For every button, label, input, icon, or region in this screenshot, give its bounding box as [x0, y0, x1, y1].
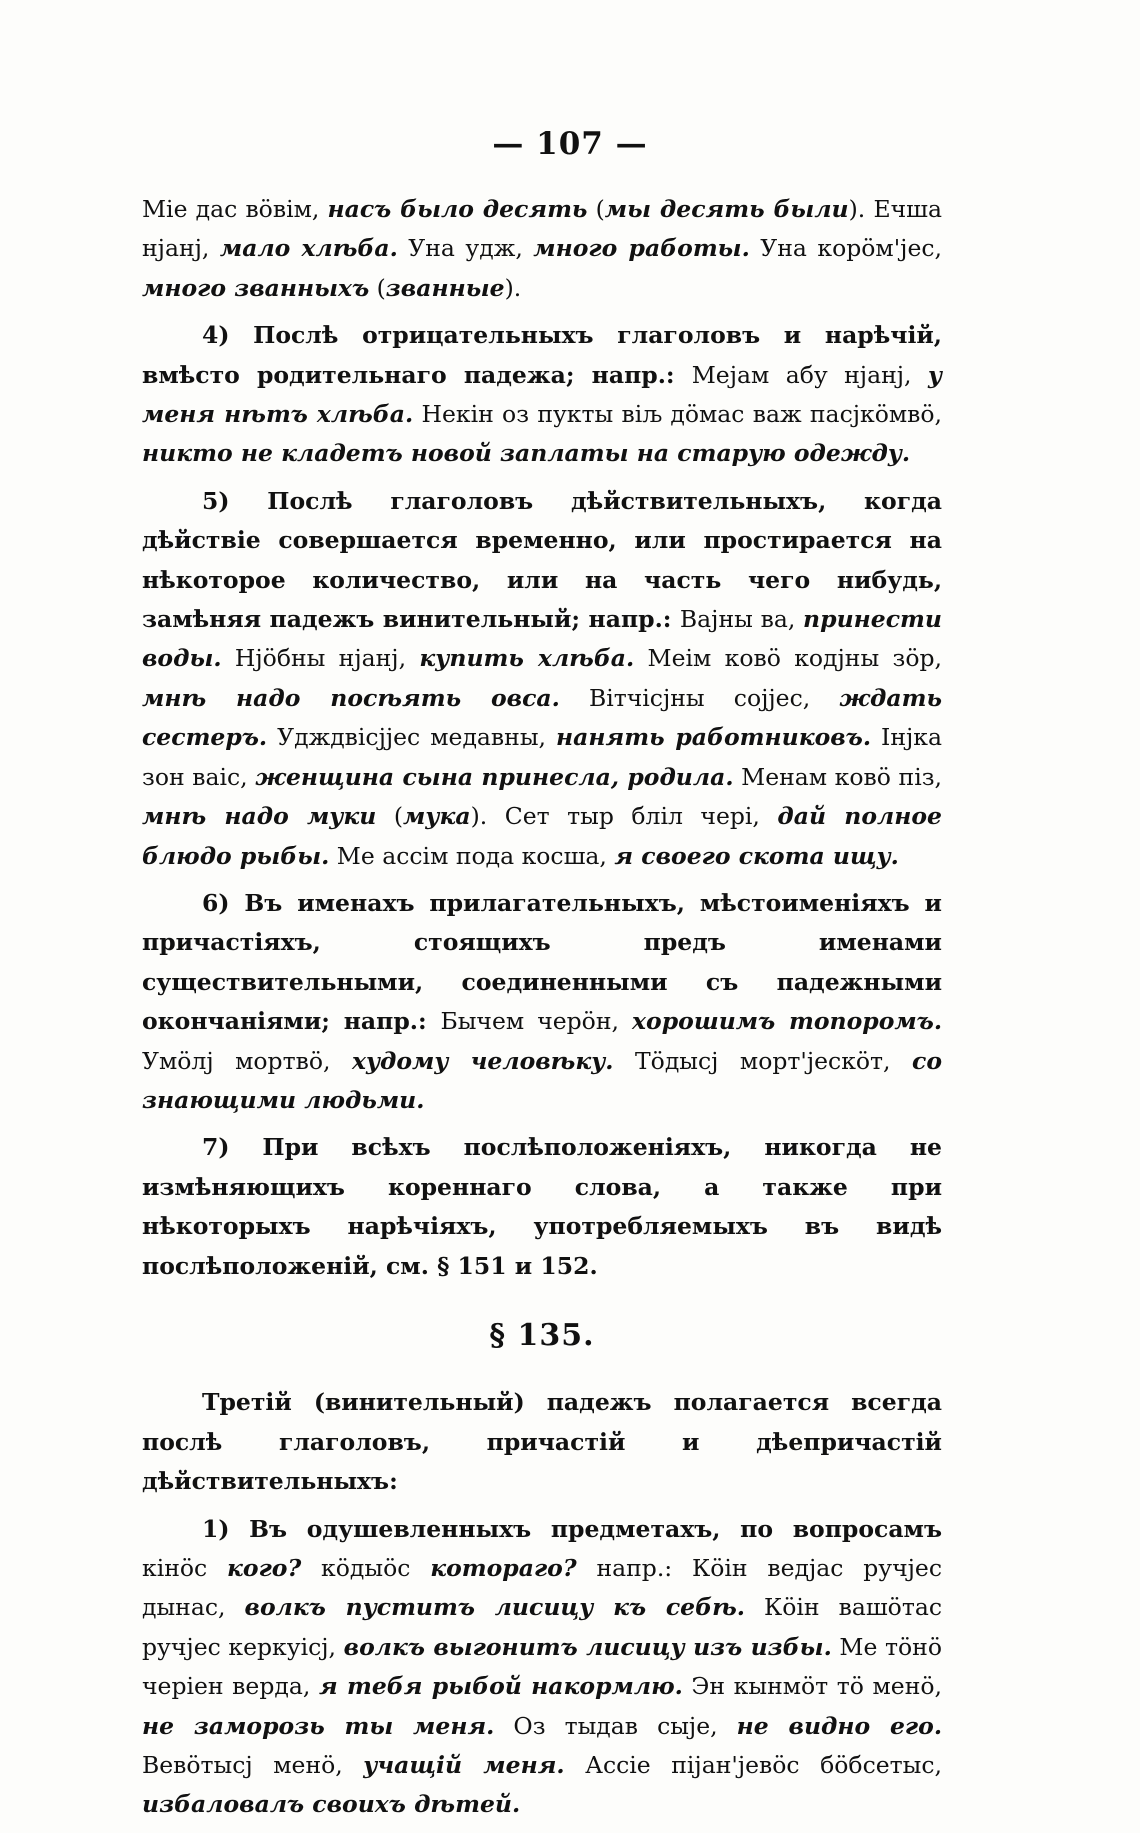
russian-translation: званные: [385, 273, 505, 302]
komi-example: ). Сет тыр бліл черi,: [470, 802, 778, 831]
komi-example: Уна удж,: [397, 234, 534, 263]
komi-example: Эн кынмöт тö менö,: [682, 1672, 942, 1701]
russian-translation: принести воды.: [142, 605, 942, 673]
komi-example: Оз тыдав сыје,: [494, 1711, 737, 1740]
russian-translation: со знающими людьми.: [142, 1046, 943, 1114]
komi-example: Ме тöнö черіен верда,: [142, 1632, 942, 1701]
komi-example: Тöдысј морт'јескöт,: [613, 1046, 913, 1075]
russian-translation: избаловалъ своихъ дѣтей.: [142, 1790, 521, 1819]
paragraph-intro: [142, 1383, 942, 1501]
komi-example: Мејам абу нјанј,: [691, 360, 928, 389]
page-number: — 107 —: [492, 126, 648, 162]
russian-translation: ждать сестеръ.: [142, 683, 942, 752]
paragraph-item-5: [142, 482, 942, 876]
russian-translation: нанять работниковъ.: [556, 723, 872, 752]
paragraph-item-7: [142, 1128, 942, 1286]
rule-text: 1) Въ одушевленныхъ предметахъ, по вопросамъ: [202, 1514, 942, 1543]
rule-text: 5) Послѣ глаголовъ дѣйствительныхъ, когда дѣйствіе совершается временно, или простирается на нѣкоторое количество, или на часть чего нибудь, замѣняя падежъ винительный; напр.:: [142, 486, 942, 634]
komi-example: Вевöтысј менö,: [142, 1751, 364, 1780]
russian-translation: кого?: [227, 1554, 302, 1582]
komi-example: кöдыöс: [301, 1554, 431, 1582]
komi-example: Бычем черöн,: [440, 1007, 633, 1036]
russian-translation: худому человѣку.: [351, 1046, 614, 1075]
komi-example: Інјка зон ваіс,: [142, 723, 942, 791]
komi-example: Ме ассім пода косша,: [329, 841, 615, 870]
russian-translation: хорошимъ топоромъ.: [632, 1007, 943, 1036]
komi-example: ).: [504, 273, 522, 302]
russian-translation: много званныхъ: [142, 273, 370, 302]
komi-example: Вајны ва,: [679, 605, 804, 634]
russian-translation: женщина сына принесла, родила.: [255, 762, 734, 791]
komi-example: напр.: Кöін ведјас ручјес дынас,: [142, 1554, 942, 1622]
russian-translation: мало хлѣба.: [219, 234, 398, 263]
russian-translation: у меня нѣтъ хлѣба.: [142, 360, 942, 429]
russian-translation: я своего скота ищу.: [614, 841, 899, 870]
komi-example: Удждвісјјес медавны,: [267, 723, 557, 752]
russian-translation: мы десять были: [604, 195, 849, 223]
komi-example: Вітчісјны сојјес,: [559, 683, 840, 712]
russian-translation: мнѣ надо муки: [142, 802, 377, 831]
page-body: [142, 190, 942, 1833]
komi-example: Меім ковö кодјны зöр,: [634, 644, 942, 673]
komi-example: Некін оз пукты віљ дöмас важ пасјкöмвö,: [413, 400, 942, 429]
komi-example: (: [587, 195, 605, 223]
rule-text: Третій (винительный) падежъ полагается всегда послѣ глаголовъ, причастій и дѣепричастій дѣйствительныхъ:: [142, 1388, 942, 1496]
komi-example: (: [369, 273, 386, 302]
komi-example: Ассіе піјан'јевöс бöбсетыс,: [564, 1751, 942, 1780]
paragraph-item-4: [142, 316, 942, 474]
russian-translation: мука: [403, 802, 471, 831]
russian-translation: не видно его.: [736, 1711, 943, 1740]
komi-example: Умöлј мортвö,: [142, 1046, 352, 1075]
russian-translation: волкъ пуститъ лисицу къ себѣ.: [244, 1593, 745, 1622]
russian-translation: купить хлѣба.: [419, 644, 635, 673]
komi-example: кінöс: [142, 1554, 227, 1582]
paragraph-item-1: [142, 1510, 942, 1825]
russian-translation: учащій меня.: [363, 1751, 565, 1780]
paragraph-item-6: [142, 884, 942, 1120]
russian-translation: не заморозь ты меня.: [142, 1711, 495, 1740]
russian-translation: котораго?: [430, 1554, 577, 1582]
rule-text: 4) Послѣ отрицательныхъ глаголовъ и нарѣчій, вмѣсто родительнаго падежа; напр.:: [142, 321, 942, 389]
russian-translation: я тебя рыбой накормлю.: [318, 1672, 683, 1701]
russian-translation: много работы.: [533, 234, 750, 263]
paragraph-continuation: [142, 190, 942, 308]
russian-translation: никто не кладетъ новой заплаты на старую одежду.: [142, 439, 911, 468]
section-heading: § 135.: [489, 1317, 595, 1353]
komi-example: (: [376, 802, 404, 831]
russian-translation: дай полное блюдо рыбы.: [142, 802, 942, 870]
rule-text: 6) Въ именахъ прилагательныхъ, мѣстоименіяхъ и причастіяхъ, стоящихъ предъ именами существительными, соединенными съ падежными окончаніями; напр.:: [142, 888, 942, 1036]
komi-example: Кöін вашöтас ручјес керкуісј,: [142, 1593, 943, 1661]
komi-example: Нјöбны нјанј,: [221, 644, 420, 673]
komi-example: Менам ковö піз,: [733, 762, 942, 791]
komi-example: Уна коpöм'jес,: [749, 234, 942, 263]
komi-example: ). Ечша нјанј,: [142, 195, 942, 263]
russian-translation: насъ было десять: [327, 195, 588, 223]
rule-text: 7) При всѣхъ послѣположеніяхъ, никогда не измѣняющихъ кореннаго слова, а также при нѣкоторыхъ нарѣчіяхъ, употребляемыхъ въ видѣ послѣположеній, см. § 151 и 152.: [142, 1133, 942, 1280]
russian-translation: мнѣ надо посѣять овса.: [142, 683, 560, 712]
komi-example: Mie дас вöвім,: [142, 195, 328, 223]
russian-translation: волкъ выгонитъ лисицу изъ избы.: [343, 1632, 832, 1661]
